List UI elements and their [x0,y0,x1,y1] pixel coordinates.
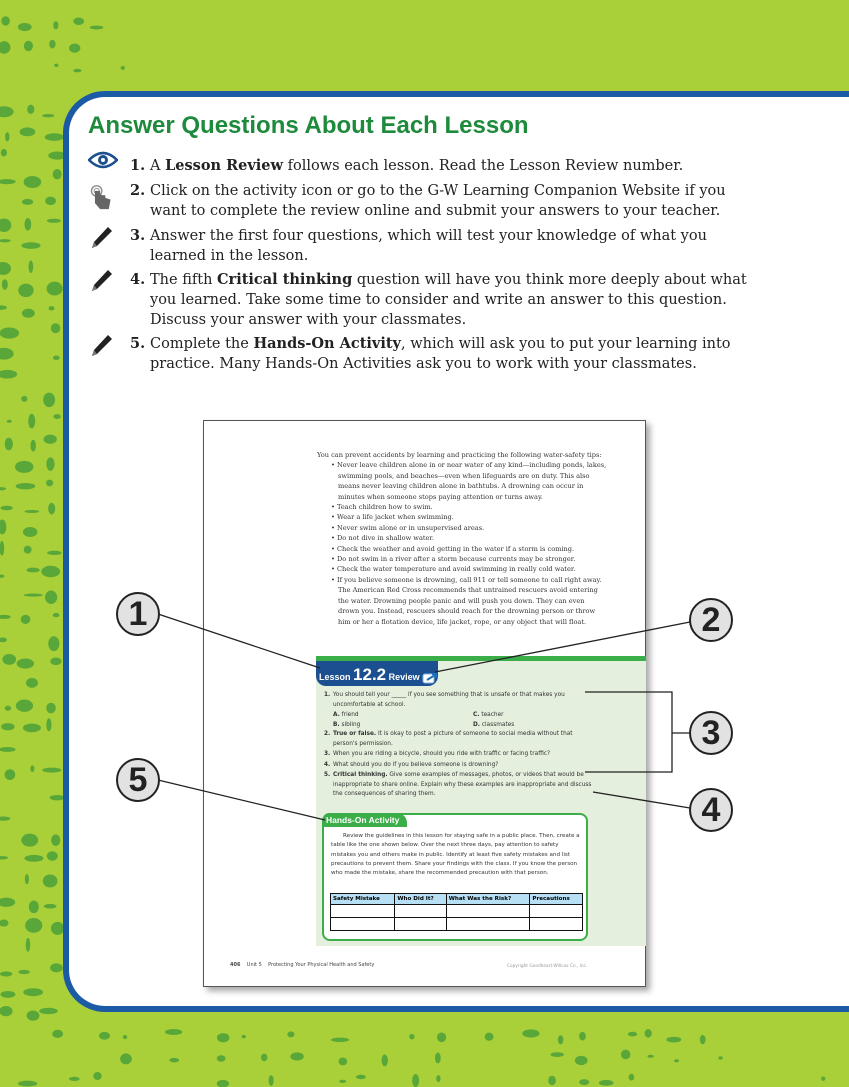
tip-item: • Never swim alone or in unsupervised areas. [329,523,607,533]
callout-3: 3 [689,711,733,755]
tip-item: • Wear a life jacket when swimming. [329,512,607,522]
page-title: Answer Questions About Each Lesson [88,112,529,139]
review-question: 5. Critical thinking. Give some examples of messages, photos, or videos that would be inappropriate to share online. Explain why these examples are inappropriate and discuss the consequences of sharing them. [324,772,592,797]
tip-item: • Never leave children alone in or near water of any kind—including ponds, lakes, swimming pools, and beaches—even when lifeguards are on duty. This also means never leaving children alone in bathtubs. A drowning can occur in minutes when someone stops paying attention or turns away. [329,460,607,502]
unit-title: Protecting Your Physical Health and Safety [268,962,375,968]
step-text: A Lesson Review follows each lesson. Read the Lesson Review number. [150,157,684,174]
lesson-number: 12.2 [353,665,387,684]
callout-5: 5 [116,758,160,802]
column-header: Precautions [530,894,583,905]
activity-text: Review the guidelines in this lesson for staying safe in a public place. Then, create a table like the one shown below. Over the next three days, pay attention to safety mistakes you and others make in public. Identify at least five safety mistakes and list precautions to prevent them. Share your findings with the class. If you know the person who made the mistake, share the recommended precaution with that person. [331,833,580,877]
column-header: Who Did It? [395,894,446,905]
review-question: 3. When you are riding a bicycle, should you ride with traffic or facing traffic? [324,751,551,757]
tip-item: • Check the water temperature and avoid swimming in really cold water. [329,564,607,574]
intro-text: You can prevent accidents by learning and practicing the following water-safety tips: [317,451,602,459]
tip-item: • Do not swim in a river after a storm because currents may be stronger. [329,554,607,564]
column-header: Safety Mistake [331,894,395,905]
step-text: Complete the Hands-On Activity, which will ask you to put your learning into practice. Many Hands-On Activities ask you to work with your classmates. [150,335,731,372]
tip-item: • Teach children how to swim. [329,502,607,512]
step-number: 4. [130,271,146,288]
review-label: Review [388,672,420,682]
copyright: Copyright Goodheart-Willcox Co., Inc. [507,964,588,969]
answer-option: C. teacher [473,712,504,718]
step-text: Click on the activity icon or go to the G-W Learning Companion Website if you want to complete the review online and submit your answers to your teacher. [150,183,726,219]
callout-1: 1 [116,592,160,636]
step-number: 5. [130,335,146,352]
unit-label: Unit 5 [246,962,262,968]
answer-option: D. classmates [473,721,515,728]
step-text: The fifth Critical thinking question will have you think more deeply about what you learned. Take some time to consider and write an answer to this question. Discuss your answer with your classmates. [150,271,747,328]
step-number: 1. [130,157,146,174]
step-number: 3. [130,227,146,244]
review-question: 4. What should you do if you believe someone is drowning? [324,761,499,768]
step-text: Answer the first four questions, which will test your knowledge of what you learned in the lesson. [150,228,707,264]
answer-option: B. sibling [333,721,361,728]
tip-item: • Check the weather and avoid getting in the water if a storm is coming. [329,544,607,554]
tip-item: • If you believe someone is drowning, call 911 or tell someone to call right away. The American Red Cross recommends that untrained rescuers avoid entering the water. Drowning people panic and will push you down. They can even drown you. Instead, rescuers should reach for the drowning person or throw him or her a flotation device, life jacket, rope, or any object that will float. [329,575,607,627]
column-header: What Was the Risk? [446,894,530,905]
callout-2: 2 [689,598,733,642]
lesson-label: Lesson [319,672,351,682]
activity-title: Hands-On Activity [323,813,407,827]
step-number: 2. [130,182,146,199]
page-number: 406 [230,962,241,968]
callout-4: 4 [689,788,733,832]
review-question: 1. You should tell your _____ if you see something that is unsafe or that makes you uncomfortable at school. [324,692,565,708]
answer-option: A. friend [333,712,359,718]
tip-item: • Do not dive in shallow water. [329,533,607,543]
review-question: 2. True or false. It is okay to post a picture of someone to social media without that person's permission. [324,731,573,747]
